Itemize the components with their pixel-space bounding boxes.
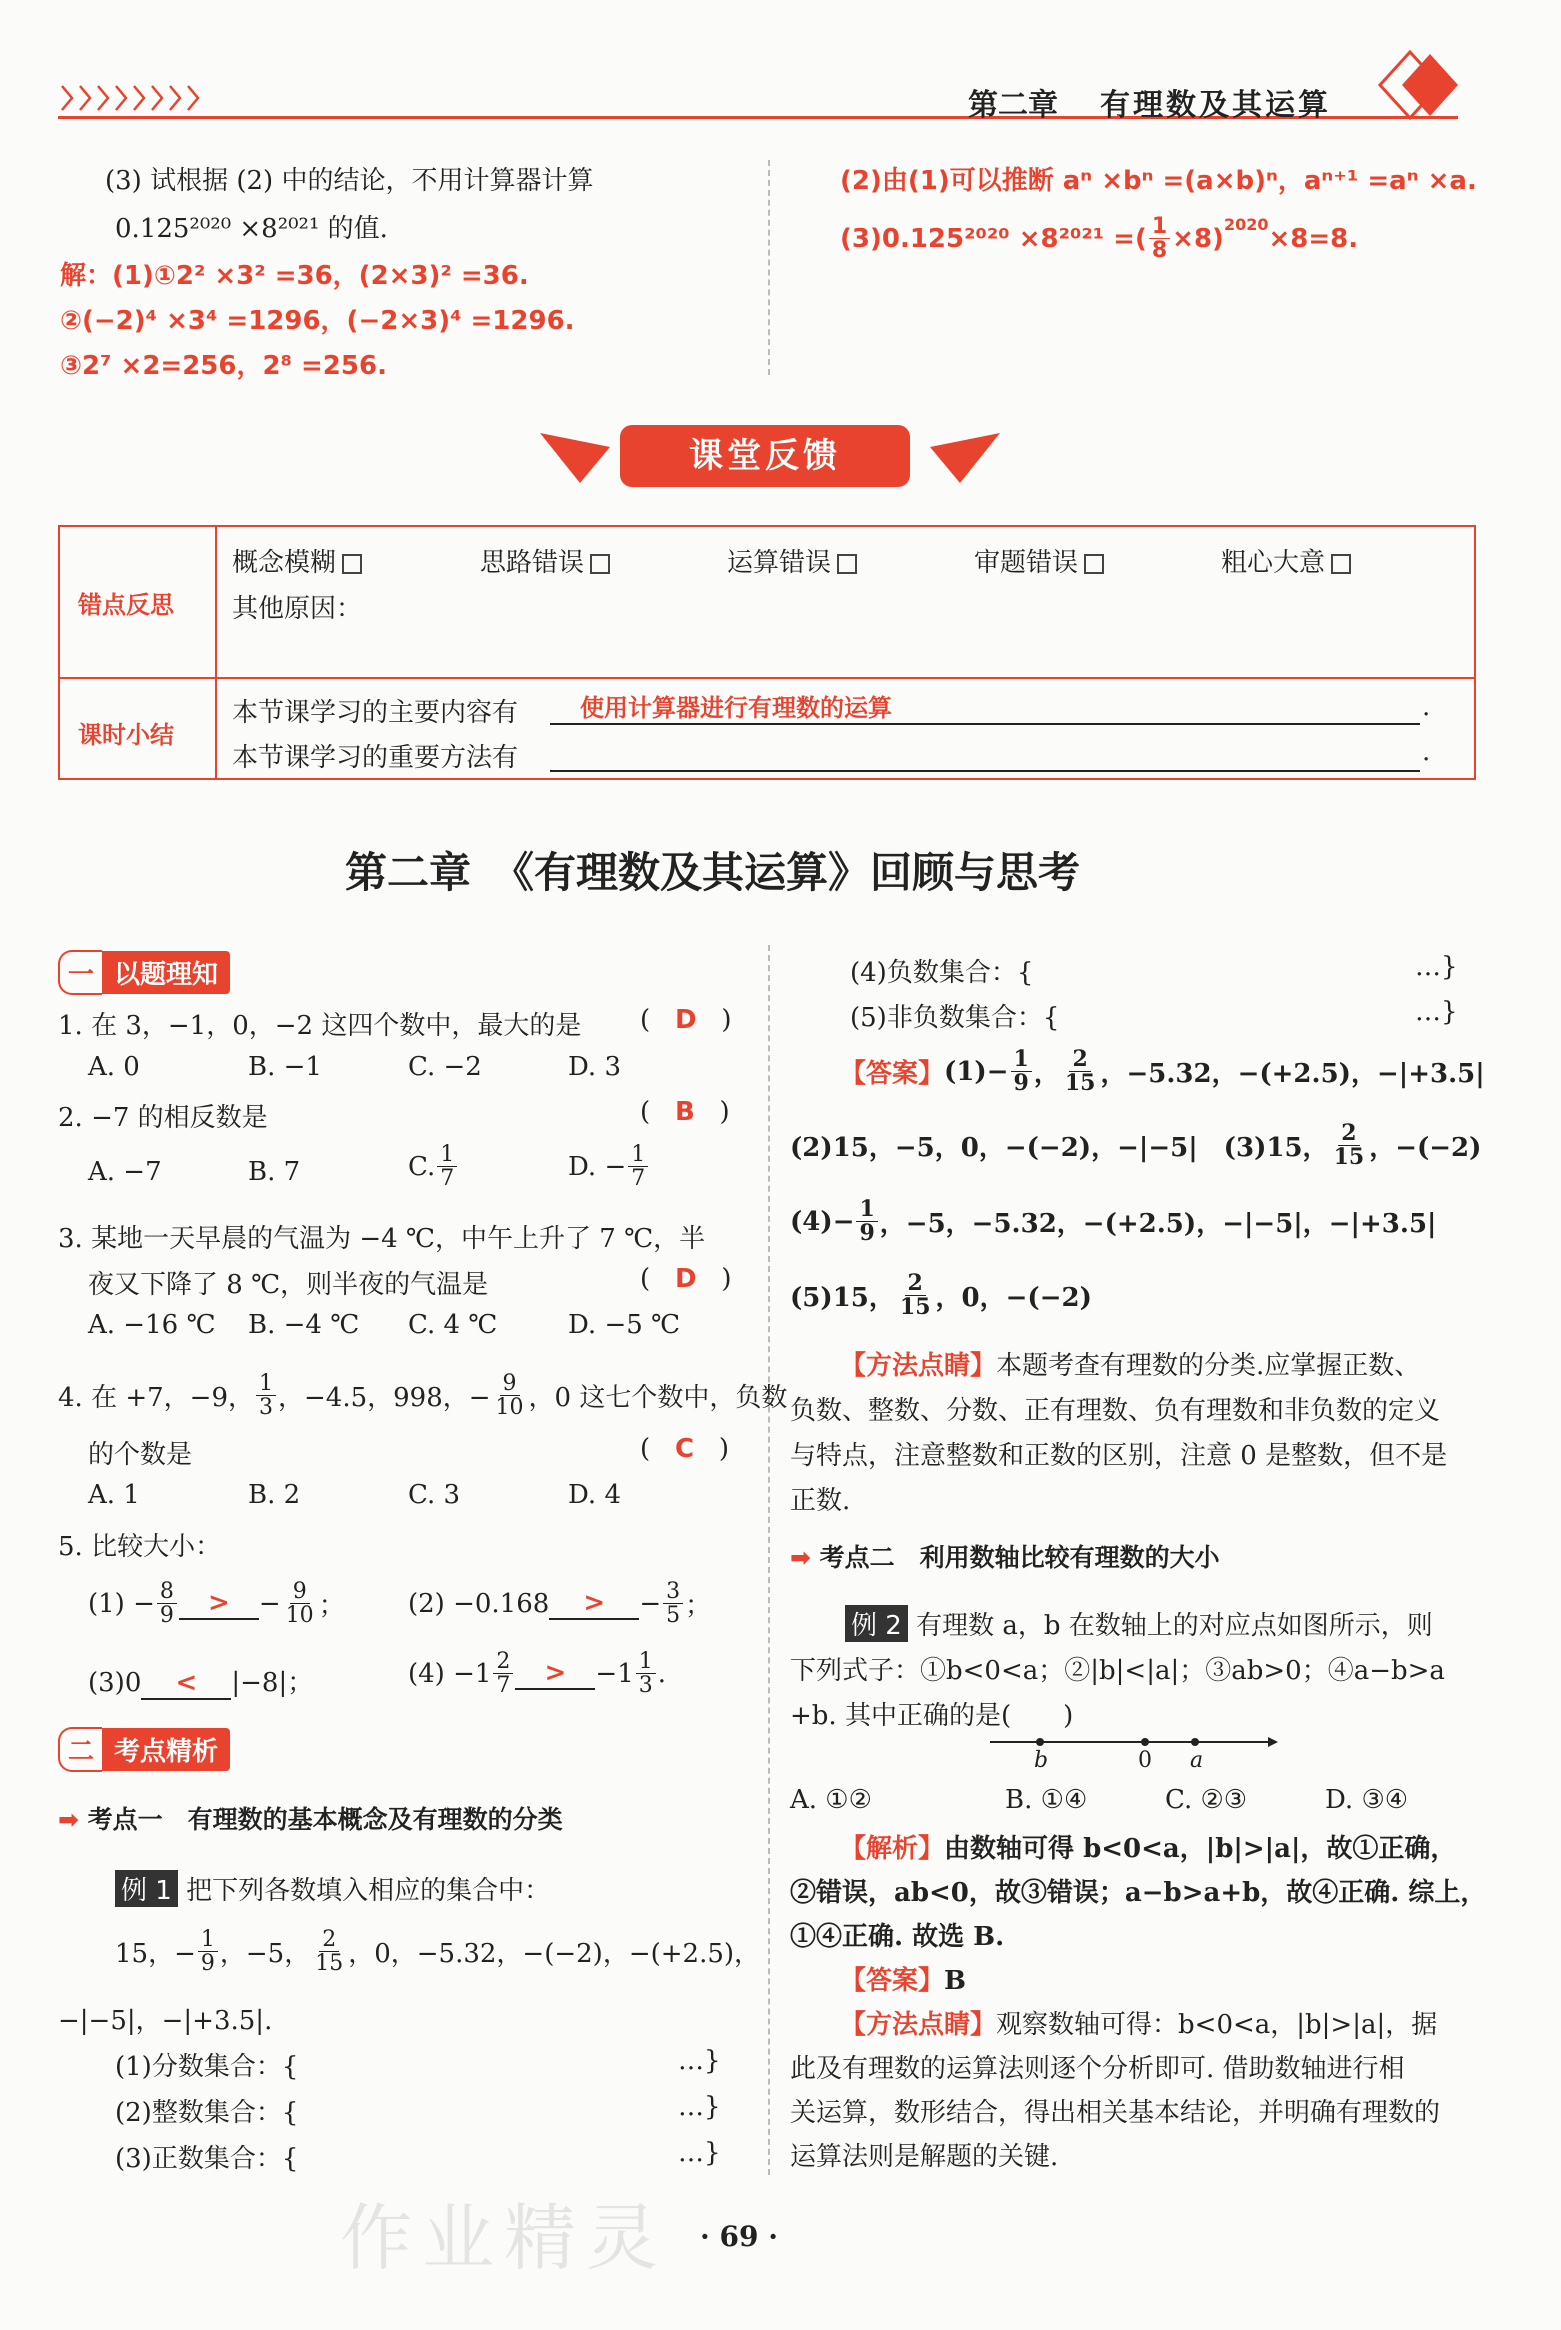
sol-line2: ②(−2)⁴ ×3⁴ =1296，(−2×3)⁴ =1296. (60, 306, 575, 336)
q1-opt-c: C. −2 (408, 1052, 482, 1082)
method2-l1: 【方法点睛】观察数轴可得：b<0<a，|b|>|a|，据 (840, 2010, 1438, 2040)
q2-opt-b: B. 7 (248, 1157, 301, 1187)
q2: 2. −7 的相反数是 (58, 1103, 268, 1133)
method1-l4: 正数. (790, 1486, 851, 1516)
method2-l3: 关运算，数形结合，得出相关基本结论，并明确有理数的 (790, 2098, 1441, 2128)
answer2: (2)15，−5，0，−(−2)，−|−5| (3)15， $\frac{2}{15}$ ，−(−2) (790, 1120, 1482, 1171)
q1-opt-d: D. 3 (568, 1052, 621, 1082)
section1-label: 以题理知 (102, 951, 230, 994)
q4-opt-d: D. 4 (568, 1480, 621, 1510)
ex1-nums2: −|−5|，−|+3.5|. (58, 2006, 273, 2036)
method1-l2: 负数、整数、分数、正有理数、负有理数和非负数的定义 (790, 1396, 1441, 1426)
right-line2 (840, 215, 1358, 262)
option-calc[interactable]: 运算错误 (727, 542, 857, 579)
q4-opt-c: C. 3 (408, 1480, 461, 1510)
ex2-opt-a: A. ①② (790, 1785, 872, 1815)
right-line2-post: ×8=8. (1268, 223, 1359, 254)
summary2-prefix: 本节课学习的重要方法有 (232, 743, 519, 773)
q3-line2: 0.125²⁰²⁰ ×8²⁰²¹ 的值. (115, 214, 388, 244)
q1-opt-b: B. −1 (248, 1052, 322, 1082)
q5-1: (1) − $\frac{8}{9}$ > − $\frac{9}{10}$ ； (88, 1579, 345, 1629)
watermark: 作业精灵 (340, 2196, 669, 2280)
set4-end: …} (1415, 952, 1458, 982)
review-title: 第二章 《有理数及其运算》回顾与思考 (345, 848, 1081, 897)
q2-bracket: ( B ) (640, 1097, 730, 1127)
arrow-icon: ➡ (790, 1543, 811, 1572)
answer-final: 【答案】B (840, 1966, 966, 1996)
kp2: ➡ 考点二 利用数轴比较有理数的大小 (790, 1543, 1220, 1572)
q2-opt-d: D. − $\frac{1}{7}$ (568, 1143, 650, 1190)
jiexi-l1: 【解析】由数轴可得 b<0<a，|b|>|a|，故①正确， (840, 1834, 1457, 1864)
summary1-answer: 使用计算器进行有理数的运算 (550, 688, 1420, 725)
section1-header (58, 950, 230, 995)
q5-4: (4) −1 $\frac{2}{7}$ > −1 $\frac{1}{3}$ . (408, 1649, 667, 1699)
option-thinking[interactable]: 思路错误 (480, 542, 610, 579)
ex2-l3: +b. 其中正确的是( ) (790, 1701, 1074, 1731)
point-b (1036, 1738, 1044, 1746)
method2-l4: 运算法则是解题的关键. (790, 2142, 1059, 2172)
q1-opt-a: A. 0 (88, 1052, 140, 1082)
q3-opt-b: B. −4 ℃ (248, 1310, 360, 1340)
q3-opt-a: A. −16 ℃ (88, 1310, 216, 1340)
set4: (4)负数集合：{ (850, 958, 1034, 988)
ex2-l1: 例 2 有理数 a，b 在数轴上的对应点如图所示，则 (845, 1605, 1433, 1642)
sol-line3: ③2⁷ ×2=256，2⁸ =256. (60, 351, 387, 381)
axis-label-b: b (1034, 1748, 1049, 1773)
set2-end: …} (678, 2092, 721, 2122)
header-chapter: 第二章 (968, 88, 1058, 123)
method2-l2: 此及有理数的运算法则逐个分析即可. 借助数轴进行相 (790, 2054, 1405, 2084)
section2-label: 考点精析 (102, 1728, 230, 1771)
q3-bracket: ( D ) (640, 1264, 732, 1294)
ex2-opt-b: B. ①④ (1005, 1785, 1088, 1815)
bottom-divider (768, 945, 770, 2175)
other-reason: 其他原因： (232, 594, 363, 624)
set1: (1)分数集合：{ (115, 2052, 299, 2082)
q5: 5. 比较大小： (58, 1532, 222, 1562)
table-col-divider (215, 527, 217, 778)
q5-2: (2) −0.168 > − $\frac{3}{5}$ ； (408, 1579, 712, 1629)
q4-bracket: ( C ) (640, 1434, 729, 1464)
q2-opt-c: C. $\frac{1}{7}$ (408, 1143, 459, 1190)
q4-opt-b: B. 2 (248, 1480, 301, 1510)
header-title: 有理数及其运算 (1100, 88, 1331, 123)
q4-l1: 4. 在 +7，−9， $\frac{1}{3}$ ，−4.5，998，− $\frac{9}{10}$ ，0 这七个数中，负数 (58, 1371, 788, 1421)
q3-opt-d: D. −5 ℃ (568, 1310, 681, 1340)
right-line2-pre: (3)0.125²⁰²⁰ ×8²⁰²¹ =( (840, 223, 1147, 254)
point-0 (1141, 1738, 1149, 1746)
q1-bracket: ( D ) (640, 1005, 732, 1035)
method1-l3: 与特点，注意整数和正数的区别，注意 0 是整数，但不是 (790, 1441, 1448, 1471)
method1-l1: 【方法点睛】本题考查有理数的分类.应掌握正数、 (840, 1351, 1421, 1381)
set2: (2)整数集合：{ (115, 2098, 299, 2128)
q1: 1. 在 3，−1，0，−2 这四个数中，最大的是 (58, 1011, 582, 1041)
checkbox-icon[interactable] (1331, 554, 1351, 574)
axis-label-0: 0 (1138, 1748, 1152, 1773)
page-number: · 69 · (700, 2220, 778, 2253)
arrow-icon: ➡ (58, 1805, 79, 1834)
set3: (3)正数集合：{ (115, 2144, 299, 2174)
jiexi-l3: ①④正确. 故选 B. (790, 1922, 1005, 1952)
section2-header (58, 1727, 230, 1772)
section1-num: 一 (58, 950, 102, 995)
q4-opt-a: A. 1 (88, 1480, 140, 1510)
point-a (1191, 1738, 1199, 1746)
banner-left-decoration (540, 425, 610, 492)
summary1-prefix: 本节课学习的主要内容有 (232, 698, 519, 728)
set5-end: …} (1415, 997, 1458, 1027)
option-careless[interactable]: 粗心大意 (1221, 542, 1351, 579)
ex2-l2: 下列式子：①b<0<a；②|b|<|a|；③ab>0；④a−b>a (790, 1656, 1445, 1686)
ex1-nums1: 15，− $\frac{1}{9}$ ，−5， $\frac{2}{15}$ ，0，−5.32，−(−2)，−(+2.5)， (115, 1927, 761, 1977)
answer5: (5)15， $\frac{2}{15}$ ，0，−(−2) (790, 1270, 1092, 1321)
option-concept[interactable]: 概念模糊 (232, 542, 362, 579)
banner-right-decoration (930, 425, 1000, 492)
checkbox-icon[interactable] (590, 554, 610, 574)
row2-label: 课时小结 (78, 721, 174, 749)
answer4: (4)− $\frac{1}{9}$ ，−5，−5.32，−(+2.5)，−|−5|，−|+3.5| (790, 1196, 1437, 1247)
q3-l1: 3. 某地一天早晨的气温为 −4 ℃，中午上升了 7 ℃，半 (58, 1224, 706, 1254)
right-line2-frac: $\frac{1}{8}$ (1149, 215, 1170, 262)
q4-l2: 的个数是 (88, 1440, 193, 1470)
table-row-divider (60, 677, 1474, 679)
feedback-banner: 课堂反馈 (620, 425, 910, 487)
q5-3: (3)0 < |−8|； (88, 1668, 314, 1698)
checkbox-icon[interactable] (342, 554, 362, 574)
ex2-opt-d: D. ③④ (1325, 1785, 1409, 1815)
sol-line1: 解：(1)①2² ×3² =36，(2×3)² =36. (60, 261, 529, 291)
right-line2-mid: ×8) (1172, 223, 1224, 254)
set1-end: …} (678, 2046, 721, 2076)
right-line1: (2)由(1)可以推断 aⁿ ×bⁿ =(a×b)ⁿ，aⁿ⁺¹ =aⁿ ×a. (840, 166, 1477, 196)
header-diamond-icon (1350, 40, 1470, 137)
kp1: ➡ 考点一 有理数的基本概念及有理数的分类 (58, 1805, 563, 1834)
section2-num: 二 (58, 1727, 102, 1772)
q3-line1: (3) 试根据 (2) 中的结论，不用计算器计算 (105, 166, 594, 196)
row1-label: 错点反思 (78, 591, 174, 619)
top-divider (768, 160, 770, 375)
answer1: 【答案】 (1)− $\frac{1}{9}$ ， $\frac{2}{15}$ ，−5.32，−(+2.5)，−|+3.5| (840, 1046, 1485, 1097)
summary2-blank[interactable] (550, 770, 1420, 772)
set5: (5)非负数集合：{ (850, 1003, 1060, 1033)
summary1-period: . (1422, 692, 1431, 722)
option-review[interactable]: 审题错误 (974, 542, 1104, 579)
checkbox-icon[interactable] (837, 554, 857, 574)
ex2-opt-c: C. ②③ (1165, 1785, 1248, 1815)
right-line2-exp: 2020 (1223, 215, 1269, 234)
set3-end: …} (678, 2138, 721, 2168)
q3-l2: 夜又下降了 8 ℃，则半夜的气温是 (88, 1270, 489, 1300)
q3-opt-c: C. 4 ℃ (408, 1310, 498, 1340)
jiexi-l2: ②错误，ab<0，故③错误；a−b>a+b，故④正确. 综上， (790, 1878, 1487, 1908)
q2-opt-a: A. −7 (88, 1157, 162, 1187)
checkbox-icon[interactable] (1084, 554, 1104, 574)
summary2-period: . (1422, 737, 1431, 767)
axis-label-a: a (1190, 1748, 1204, 1773)
ex1: 例 1 把下列各数填入相应的集合中： (115, 1870, 550, 1907)
